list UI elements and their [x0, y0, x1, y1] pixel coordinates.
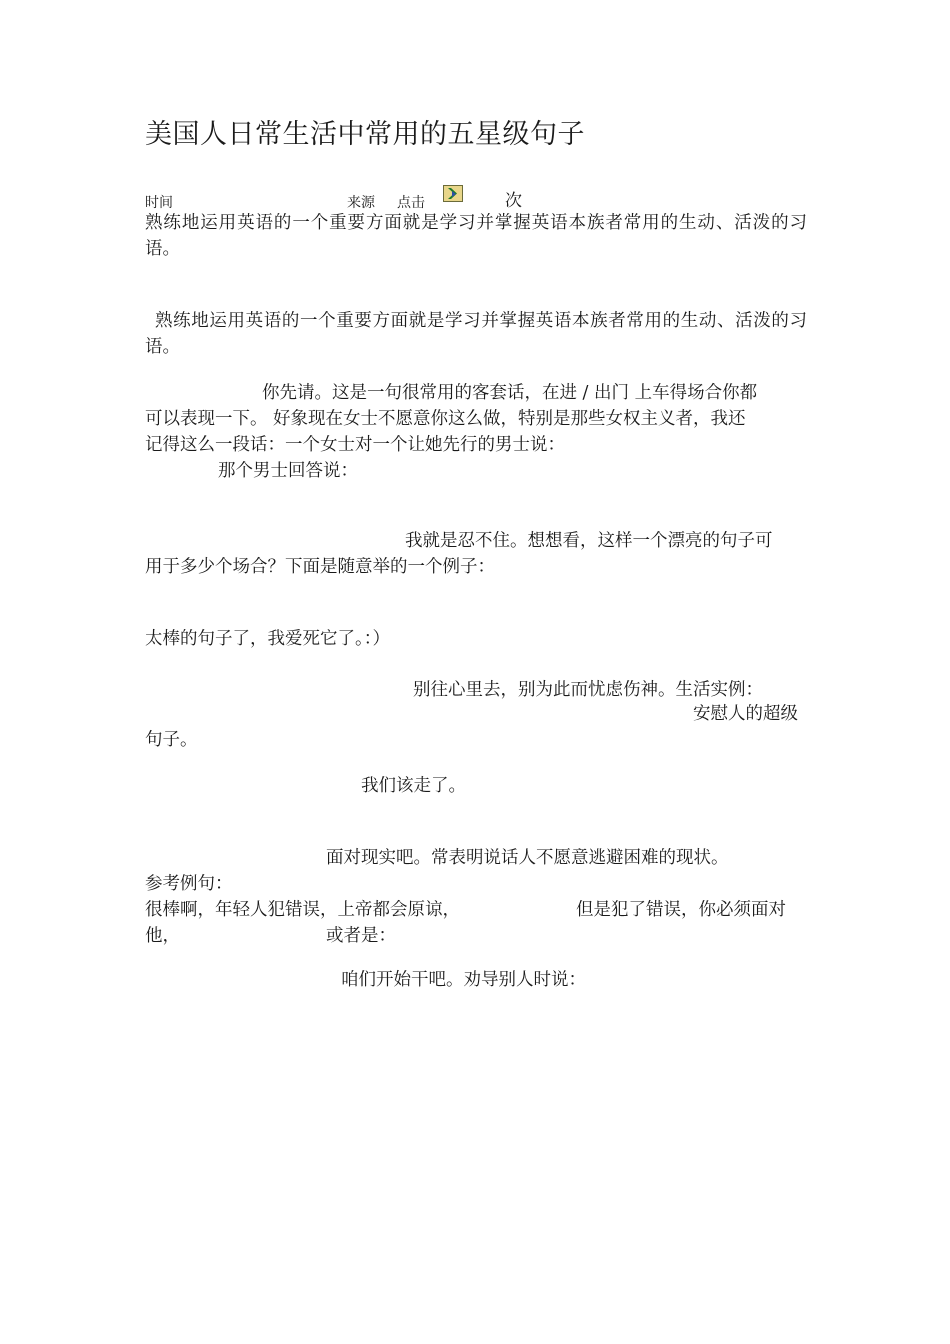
paragraph-6-line-1: 面对现实吧。常表明说话人不愿意逃避困难的现状。 [326, 848, 729, 868]
paragraph-6-line-3a: 很棒啊，年轻人犯错误，上帝都会原谅， [145, 900, 460, 920]
intro-paragraph-repeat: 熟练地运用英语的一个重要方面就是学习并掌握英语本族者常用的生动、活泼的习语。 [145, 311, 807, 357]
meta-time-label: 时间 [145, 195, 173, 211]
paragraph-4-line-3: 句子。 [145, 730, 198, 750]
paragraph-4-line-1: 别往心里去，别为此而忧虑伤神。生活实例： [413, 680, 763, 700]
paragraph-6-line-4b: 或者是： [326, 926, 396, 946]
paragraph-1-line-3: 记得这么一段话：一个女士对一个让她先行的男士说： [145, 435, 565, 455]
paragraph-1-line-1: 你先请。这是一句很常用的客套话，在进 / 出门 上车得场合你都 [262, 383, 758, 403]
meta-times-label: 次 [505, 191, 522, 211]
paragraph-1-line-2: 可以表现一下。 好象现在女士不愿意你这么做，特别是那些女权主义者，我还 [145, 409, 746, 429]
paragraph-6-line-2: 参考例句： [145, 874, 233, 894]
paragraph-2-line-1: 我就是忍不住。想想看，这样一个漂亮的句子可 [405, 531, 773, 551]
paragraph-6-line-3b: 但是犯了错误，你必须面对 [576, 900, 786, 920]
meta-source-label: 来源 [347, 195, 375, 211]
paragraph-4-line-2: 安慰人的超级 [693, 704, 798, 724]
paragraph-5: 我们该走了。 [361, 776, 466, 796]
green-arrow-icon [443, 185, 463, 202]
intro-paragraph: 熟练地运用英语的一个重要方面就是学习并掌握英语本族者常用的生动、活泼的习语。 [145, 213, 807, 259]
meta-clicks-label: 点击 [397, 195, 425, 211]
paragraph-7: 咱们开始干吧。劝导别人时说： [341, 970, 586, 990]
page-title: 美国人日常生活中常用的五星级句子 [145, 119, 585, 150]
paragraph-1-line-4: 那个男士回答说： [218, 461, 358, 481]
paragraph-3: 太棒的句子了，我爱死它了。：） [145, 629, 390, 649]
paragraph-2-line-2: 用于多少个场合？下面是随意举的一个例子： [145, 557, 495, 577]
paragraph-6-line-4a: 他， [145, 926, 180, 946]
